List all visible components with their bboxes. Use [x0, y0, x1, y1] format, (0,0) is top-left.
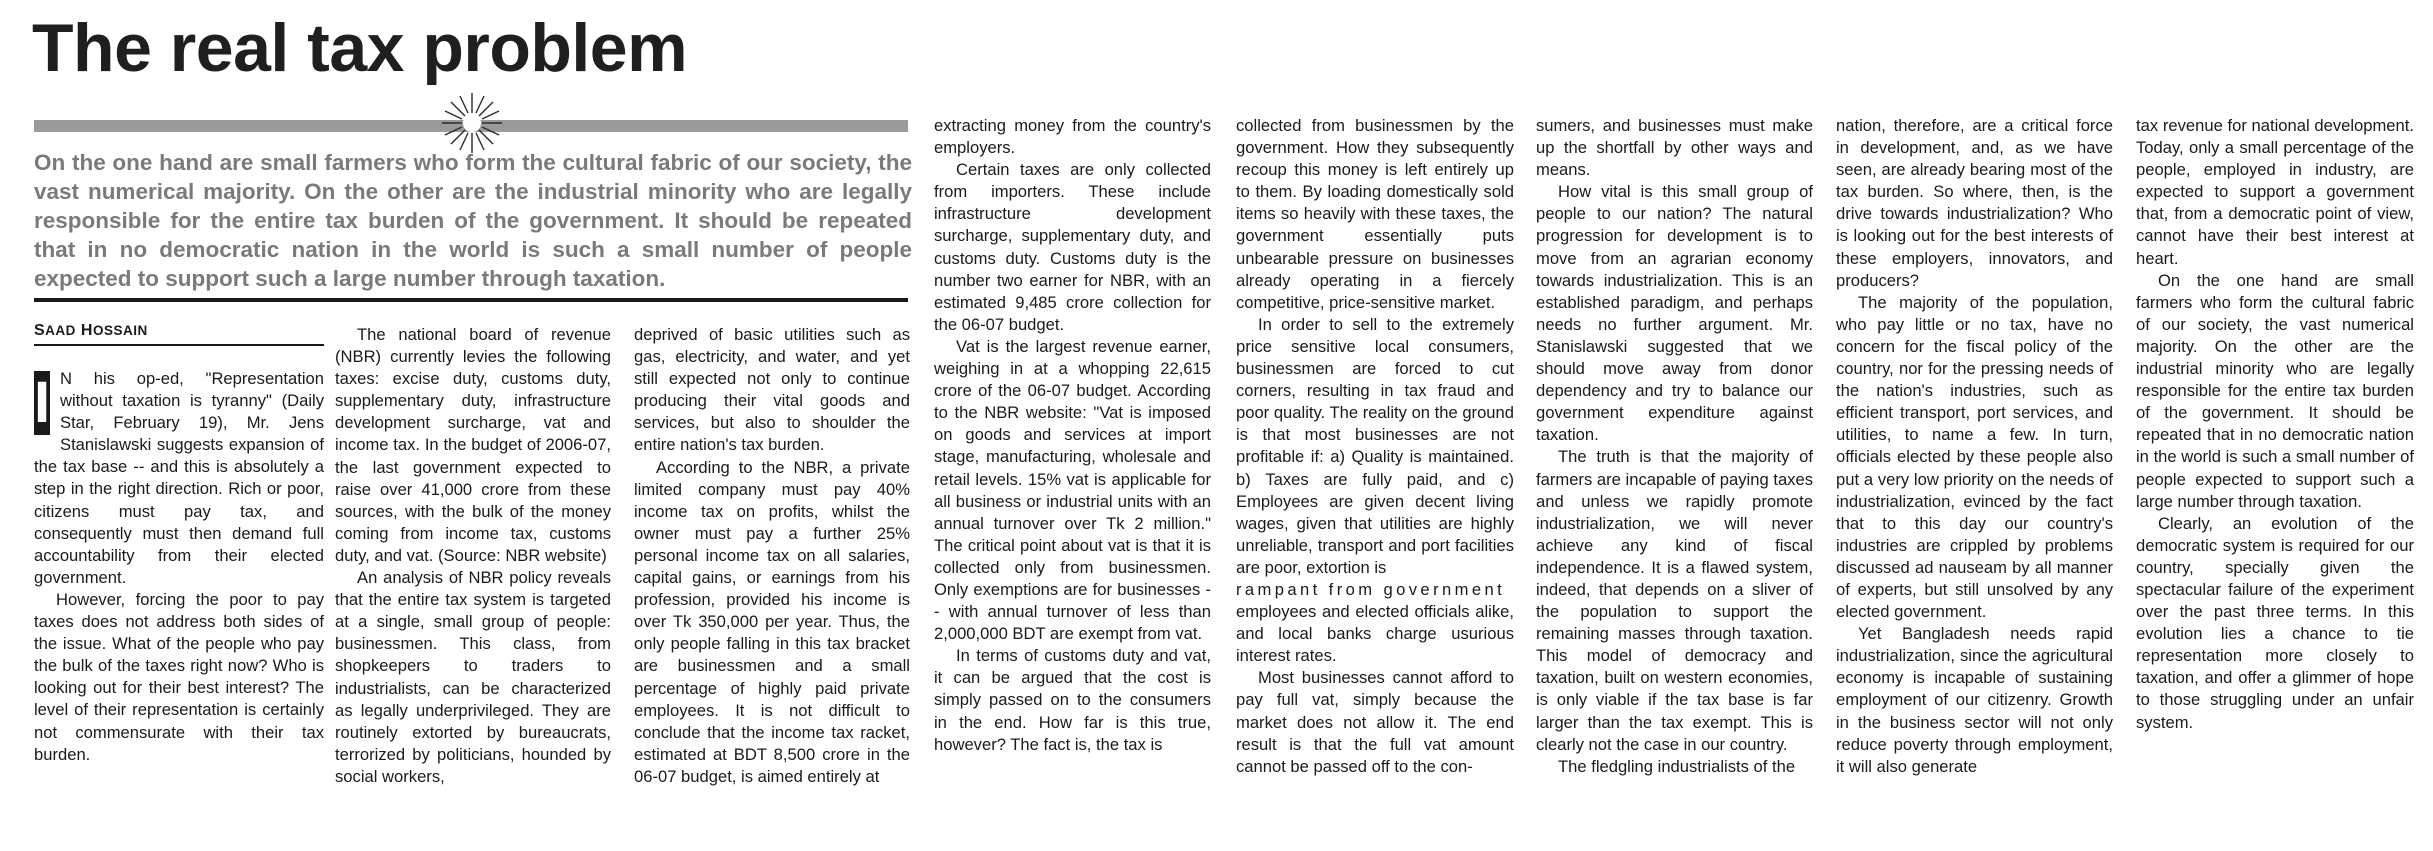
article-paragraph: nation, therefore, are a critical force in development, and, as we have seen, are already bearing most of the tax burden. So where, then, is the drive towards industrialization? Who is looking out for the best interests of these employers, innovators, and producers?: [1836, 116, 2113, 290]
deck-summary: On the one hand are small farmers who form the cultural fabric of our society, the vast numerical majority. On the other are the industrial minority who are legally responsible for the entire tax burden of the government. It should be repeated that in no democratic nation in the world is such a small number of people expected to support such a large number through taxation.: [34, 150, 912, 291]
article-paragraph: On the one hand are small farmers who form the cultural fabric of our society, the vast numerical majority. On the other are the industrial minority who are legally responsible for the entire tax burden of the government. It should be repeated that in no democratic nation in the world is such a small number of people expected to support such a large number through taxation.: [2136, 270, 2414, 511]
article-paragraph: The national board of revenue (NBR) currently levies the following taxes: excise duty, customs duty, supplementary duty, infrastructure development surcharge, vat and income tax. In the budget of 2006-07, the last government expected to raise over 41,000 crore from these sources, with the bulk of the money coming from income tax, customs duty, and vat. (Source: NBR website): [335, 325, 611, 565]
article-column-4: [934, 115, 1211, 756]
article-paragraph: How vital is this small group of people to our nation? The natural progression for development is to move from an agrarian economy towards industrialization. This is an established paradigm, and perhaps needs no further argument. Mr. Stanislawski suggested that we should move away from donor dependency and try to balance our government expenditure against taxation.: [1536, 182, 1813, 445]
article-paragraph: deprived of basic utilities such as gas, electricity, and water, and yet still expected not only to continue producing their vital goods and services, but also to shoulder the entire nation's tax burden.: [634, 325, 910, 455]
article-paragraph: rampant from government: [1236, 579, 1506, 599]
section-rule: [34, 298, 908, 302]
article-paragraph: According to the NBR, a private limited company must pay 40% income tax on profits, whilst the owner must pay a further 25% personal income tax on all salaries, capital gains, or earnings from his profession, provided his income is over Tk 350,000 per year. Thus, the only people falling in this tax bracket are businessmen and a small percentage of highly paid private employees. It is not difficult to conclude that the income tax racket, estimated at BDT 8,500 crore in the 06-07 budget, is aimed entirely at: [634, 457, 910, 786]
article-paragraph: sumers, and businesses must make up the shortfall by other ways and means.: [1536, 116, 1813, 180]
article-paragraph: In order to sell to the extremely price sensitive local consumers, businessmen are forced to cut corners, resulting in tax fraud and poor quality. The reality on the ground is that most businesses are not profitable if: a) Quality is maintained. b) Taxes are fully paid, and c) Employees are given decent living wages, given that utilities are highly unreliable, transport and port facilities are poor, extortion is: [1236, 314, 1514, 577]
article-paragraph: extracting money from the country's employers.: [934, 116, 1211, 158]
article-paragraph: tax revenue for national development. Today, only a small percentage of the people, employed in industry, are expected to support a government that, from a democratic point of view, cannot have their best interest at heart.: [2136, 116, 2414, 268]
article-column-5: [1236, 115, 1514, 778]
article-paragraph: Yet Bangladesh needs rapid industrialization, since the agricultural economy is incapable of sustaining employment of our citizenry. Growth in the business sector will not only reduce poverty through employment, it will also generate: [1836, 624, 2113, 776]
article-paragraph: In terms of customs duty and vat, it can be argued that the cost is simply passed on to the consumers in the end. How far is this true, however? The fact is, the tax is: [934, 646, 1211, 754]
article-column-3: [634, 324, 910, 788]
article-column-7: [1836, 115, 2113, 778]
article-paragraph: collected from businessmen by the government. How they subsequently recoup this money is left entirely up to them. By loading domestically sold items so heavily with these taxes, the government essentially puts unbearable pressure on businesses already operating in a fiercely competitive, price-sensitive market.: [1236, 116, 1514, 312]
article-paragraph: Certain taxes are only collected from importers. These include infrastructure development surcharge, supplementary duty, and customs duty. Customs duty is the number two earner for NBR, with an estimated 9,485 crore collection for the 06-07 budget.: [934, 160, 1211, 334]
article-column-2: [335, 324, 611, 788]
byline: SAAD HOSSAIN: [34, 322, 148, 339]
article-paragraph: Clearly, an evolution of the democratic system is required for our country, specially given the spectacular failure of the experiment over the past three terms. In this evolution lies a chance to tie representation more closely to taxation, and offer a glimmer of hope to those struggling under an unfair system.: [2136, 513, 2414, 732]
article-paragraph: employees and elected officials alike, and local banks charge usurious interest rates.: [1236, 602, 1514, 666]
article-column-6: [1536, 115, 1813, 778]
headline: The real tax problem: [32, 10, 688, 86]
article-paragraph: The majority of the population, who pay little or no tax, have no concern for the fiscal policy of the country, nor for the pressing needs of the nation's industries, such as efficient transport, port services, and utilities, to name a few. In turn, officials elected by these people also put a very low priority on the needs of industrialization, evinced by the fact that to this day our country's industries are crippled by problems discussed ad nauseam by all manner of experts, but still unsolved by any elected government.: [1836, 292, 2113, 622]
article-paragraph: However, forcing the poor to pay taxes does not address both sides of the issue. What of the people who pay the bulk of the taxes right now? Who is looking out for their best interest? The level of their representation is certainly not commensurate with their tax burden.: [34, 589, 324, 764]
article-paragraph: The fledgling industrialists of the: [1558, 756, 1796, 776]
byline-rule: [34, 344, 324, 346]
dropcap-letter: I: [34, 371, 50, 435]
article-paragraph: I N his op-ed, "Representation without taxation is tyranny" (Daily Star, February 19), Mr. Jens Stanislawski suggests expansion of the tax base -- and this is absolutely a step in the right direction. Rich or poor, citizens must pay tax, and consequently must then demand full accountability from their elected government.: [34, 369, 324, 587]
article-paragraph: Most businesses cannot afford to pay full vat, simply because the market does not allow it. The end result is that the full vat amount cannot be passed off to the con-: [1236, 668, 1514, 776]
article-paragraph: The truth is that the majority of farmers are incapable of paying taxes and unless we rapidly promote industrialization, we will never achieve any kind of fiscal independence. It is a flawed system, indeed, that depends on a sliver of the population to support the remaining masses through taxation. This model of democracy and taxation, built on western economies, is only viable if the tax base is far larger than the tax exempt. This is clearly not the case in our country.: [1536, 447, 1813, 754]
starburst-icon: [440, 91, 504, 155]
article-column-1: [34, 368, 324, 766]
article-column-8: [2136, 115, 2414, 734]
article-paragraph: Vat is the largest revenue earner, weighing in at a whopping 22,615 crore of the 06-07 budget. According to the NBR website: "Vat is imposed on goods and services at import stage, manufacturing, wholesale and retail levels. 15% vat is applicable for all business or industrial units with an annual turnover over Tk 2 million." The critical point about vat is that it is collected only from businessmen. Only exemptions are for businesses -- with annual turnover of less than 2,000,000 BDT are exempt from vat.: [934, 336, 1211, 644]
article-paragraph: An analysis of NBR policy reveals that the entire tax system is targeted at a single, small group of people: businessmen. This class, from shopkeepers to traders to industrialists, can be characterized as legally underprivileged. They are routinely extorted by bureaucrats, terrorized by politicians, hounded by social workers,: [335, 568, 611, 786]
